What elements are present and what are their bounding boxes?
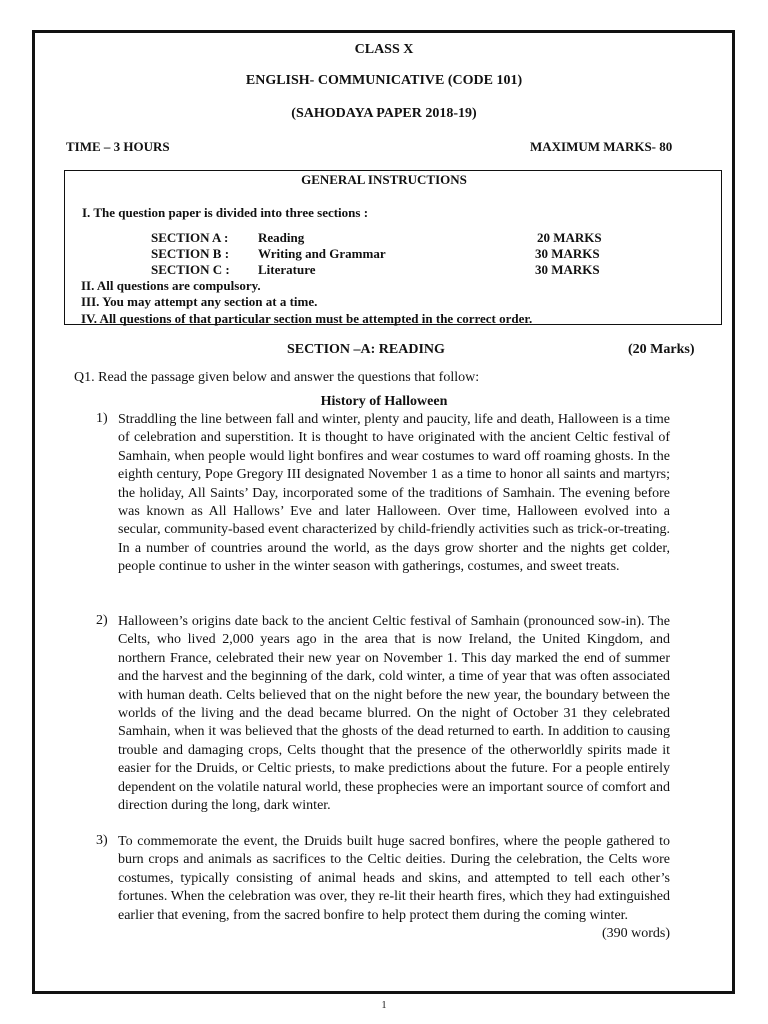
paragraph-3: To commemorate the event, the Druids built huge sacred bonfires, where the people gathered to burn crops and animals as sacrifices to the Celtic deities. During the celebration, the Celts wore costumes, typically consisting of animal heads and skins, and attempted to tell each other’s fortunes. When the celebration was over, they re-lit their hearth fires, which they had extinguished earlier that evening, from the sacred bonfire to help protect them during the coming winter. [118,834,670,923]
paragraph-1: Straddling the line between fall and winter, plenty and paucity, life and death, Halloween is a time of celebration and superstition. It is thought to have originated with the ancient Celtic festival of Samhain, when people would light bonfires and wear costumes to ward off roaming ghosts. In the eighth century, Pope Gregory III designated November 1 as a time to honor all saints and martyrs; the holiday, All Saints’ Day, incorporated some of the traditions of Samhain. The evening before was known as All Hallows’ Eve and later Halloween. Over time, Halloween evolved into a secular, community-based event characterized by child-friendly activities such as trick-or-treating. In a number of countries around the world, as the days grow shorter and the nights get colder, people continue to usher in the winter season with gatherings, costumes, and sweet treats. [118,412,670,575]
paragraph-2: Halloween’s origins date back to the ancient Celtic festival of Samhain (pronounced sow-in). The Celts, who lived 2,000 years ago in the area that is now Ireland, the United Kingdom, and northern France, celebrated their new year on November 1. This day marked the end of summer and the harvest and the beginning of the dark, cold winter, a time of year that was often associated with human death. Celts believed that on the night before the new year, the boundary between the worlds of the living and the dead became blurred. On the night of October 31 they celebrated Samhain, when it was believed that the ghosts of the dead returned to earth. In addition to causing trouble and damaging crops, Celts thought that the presence of the otherworldly spirits made it easier for the Druids, or Celtic priests, to make predictions about the future. For a people entirely dependent on the volatile natural world, these prophecies were an important source of comfort and direction during the long, dark winter. [118,614,670,814]
instruction-3: III. You may attempt any section at a time. [81,294,318,309]
class-title: CLASS X [354,42,414,57]
section-b-code: SECTION B : [151,246,230,261]
section-a-marks-heading: (20 Marks) [628,342,695,357]
paragraph-3-block [118,833,670,943]
instruction-4: IV. All questions of that particular section must be attempted in the correct order. [81,311,533,326]
question-1-prompt: Q1. Read the passage given below and answer the questions that follow: [74,370,480,385]
instruction-2: II. All questions are compulsory. [81,278,261,293]
paragraph-1-number: 1) [96,411,108,426]
paragraph-2-number: 2) [96,613,108,628]
instruction-1: I. The question paper is divided into three sections : [82,205,369,220]
section-b-marks: 30 MARKS [535,246,600,261]
general-instructions-title: GENERAL INSTRUCTIONS [301,172,467,187]
subject-title: ENGLISH- COMMUNICATIVE (CODE 101) [245,73,523,88]
paper-title: (SAHODAYA PAPER 2018-19) [291,106,477,121]
passage-title: History of Halloween [320,394,448,409]
section-a-heading: SECTION –A: READING [287,342,445,357]
max-marks-label: MAXIMUM MARKS- 80 [530,139,673,154]
section-c-code: SECTION C : [151,262,230,277]
section-c-name: Literature [258,262,316,277]
section-a-code: SECTION A : [151,230,229,245]
paragraph-3-number: 3) [96,833,108,848]
section-b-name: Writing and Grammar [258,246,386,261]
page-number: 1 [381,1000,387,1011]
time-label: TIME – 3 HOURS [66,139,170,154]
word-count: (390 words) [601,926,670,942]
section-a-name: Reading [258,230,305,245]
section-c-marks: 30 MARKS [535,262,600,277]
section-a-marks: 20 MARKS [537,230,602,245]
